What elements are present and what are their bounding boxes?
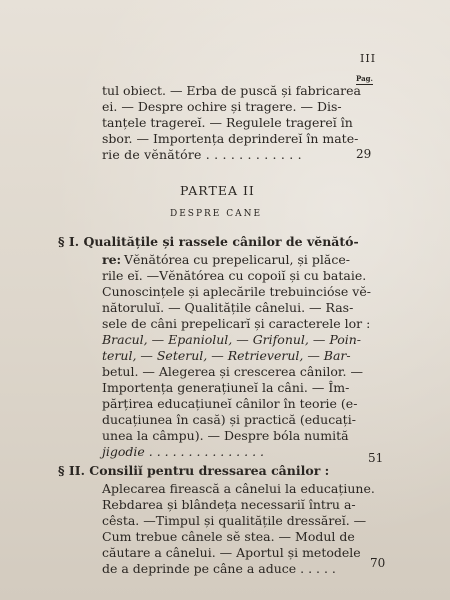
- toc-line: cêsta. —Timpul și qualitățile dressăreĭ. —: [102, 513, 367, 528]
- toc-page-number: 29: [356, 147, 372, 161]
- toc-line: Importența generațiuneĭ la câni. — Îm-: [102, 380, 350, 395]
- page-number: III: [360, 52, 377, 65]
- toc-line: Rebdarea și blândeța necessariĭ întru a-: [102, 497, 356, 512]
- toc-page-number: 70: [370, 556, 386, 570]
- toc-line: de a deprinde pe câne a aduce . . . . .: [102, 561, 336, 576]
- section-2-heading: § II. Consiliĭ pentru dressarea cânilor :: [58, 463, 330, 478]
- toc-line: betul. — Alegerea și crescerea cânilor. —: [102, 364, 363, 379]
- part-subtitle: DESPRE CANE: [170, 209, 263, 219]
- toc-page-number: 51: [368, 451, 384, 465]
- toc-line: nătoruluĭ. — Qualitățile cânelui. — Ras-: [102, 300, 354, 315]
- toc-line: ducațiunea în casă) și practică (educați-: [102, 412, 356, 427]
- toc-line: rie de vĕnătóre . . . . . . . . . . . .: [102, 147, 302, 162]
- toc-line: sbor. — Importența deprindereĭ în mate-: [102, 131, 359, 146]
- toc-line: Vĕnătórea cu prepelicarul, și plăce-: [124, 252, 350, 267]
- toc-line: Bracul, — Epaniolul, — Grifonul, — Poin-: [102, 332, 362, 347]
- section-1-heading: § I. Qualitățile și rassele cânilor de vĕnătó-: [58, 234, 359, 249]
- part-title: PARTEA II: [180, 183, 255, 198]
- toc-line: tul obiect. — Erba de puscă și fabricarea: [102, 83, 361, 98]
- toc-line: sele de câni prepelicarĭ și caracterele lor :: [102, 316, 371, 331]
- toc-line: părțirea educațiuneĭ cânilor în teorie (e-: [102, 396, 358, 411]
- toc-line: căutare a cânelui. — Aportul și metodele: [102, 545, 361, 560]
- toc-line: tanțele tragereĭ. — Regulele tragereĭ în: [102, 115, 353, 130]
- section-1-heading-cont: re:: [102, 252, 122, 267]
- toc-line: ei. — Despre ochire și tragere. — Dis-: [102, 99, 342, 114]
- toc-line: Cum trebue cânele sĕ stea. — Modul de: [102, 529, 355, 544]
- toc-line: rile eĭ. —Vĕnătórea cu copoiĭ și cu bataie.: [102, 268, 367, 283]
- toc-line: Aplecarea firească a cânelui la educațiune.: [102, 481, 375, 496]
- pag-column-label: Pag.: [356, 74, 373, 83]
- toc-line: jigodie . . . . . . . . . . . . . . .: [102, 444, 264, 459]
- toc-line: terul, — Seterul, — Retrieverul, — Bar-: [102, 348, 351, 363]
- toc-line: unea la câmpu). — Despre bóla numită: [102, 428, 349, 443]
- toc-line: Cunoscințele și aplecările trebuinciόse vĕ-: [102, 284, 371, 299]
